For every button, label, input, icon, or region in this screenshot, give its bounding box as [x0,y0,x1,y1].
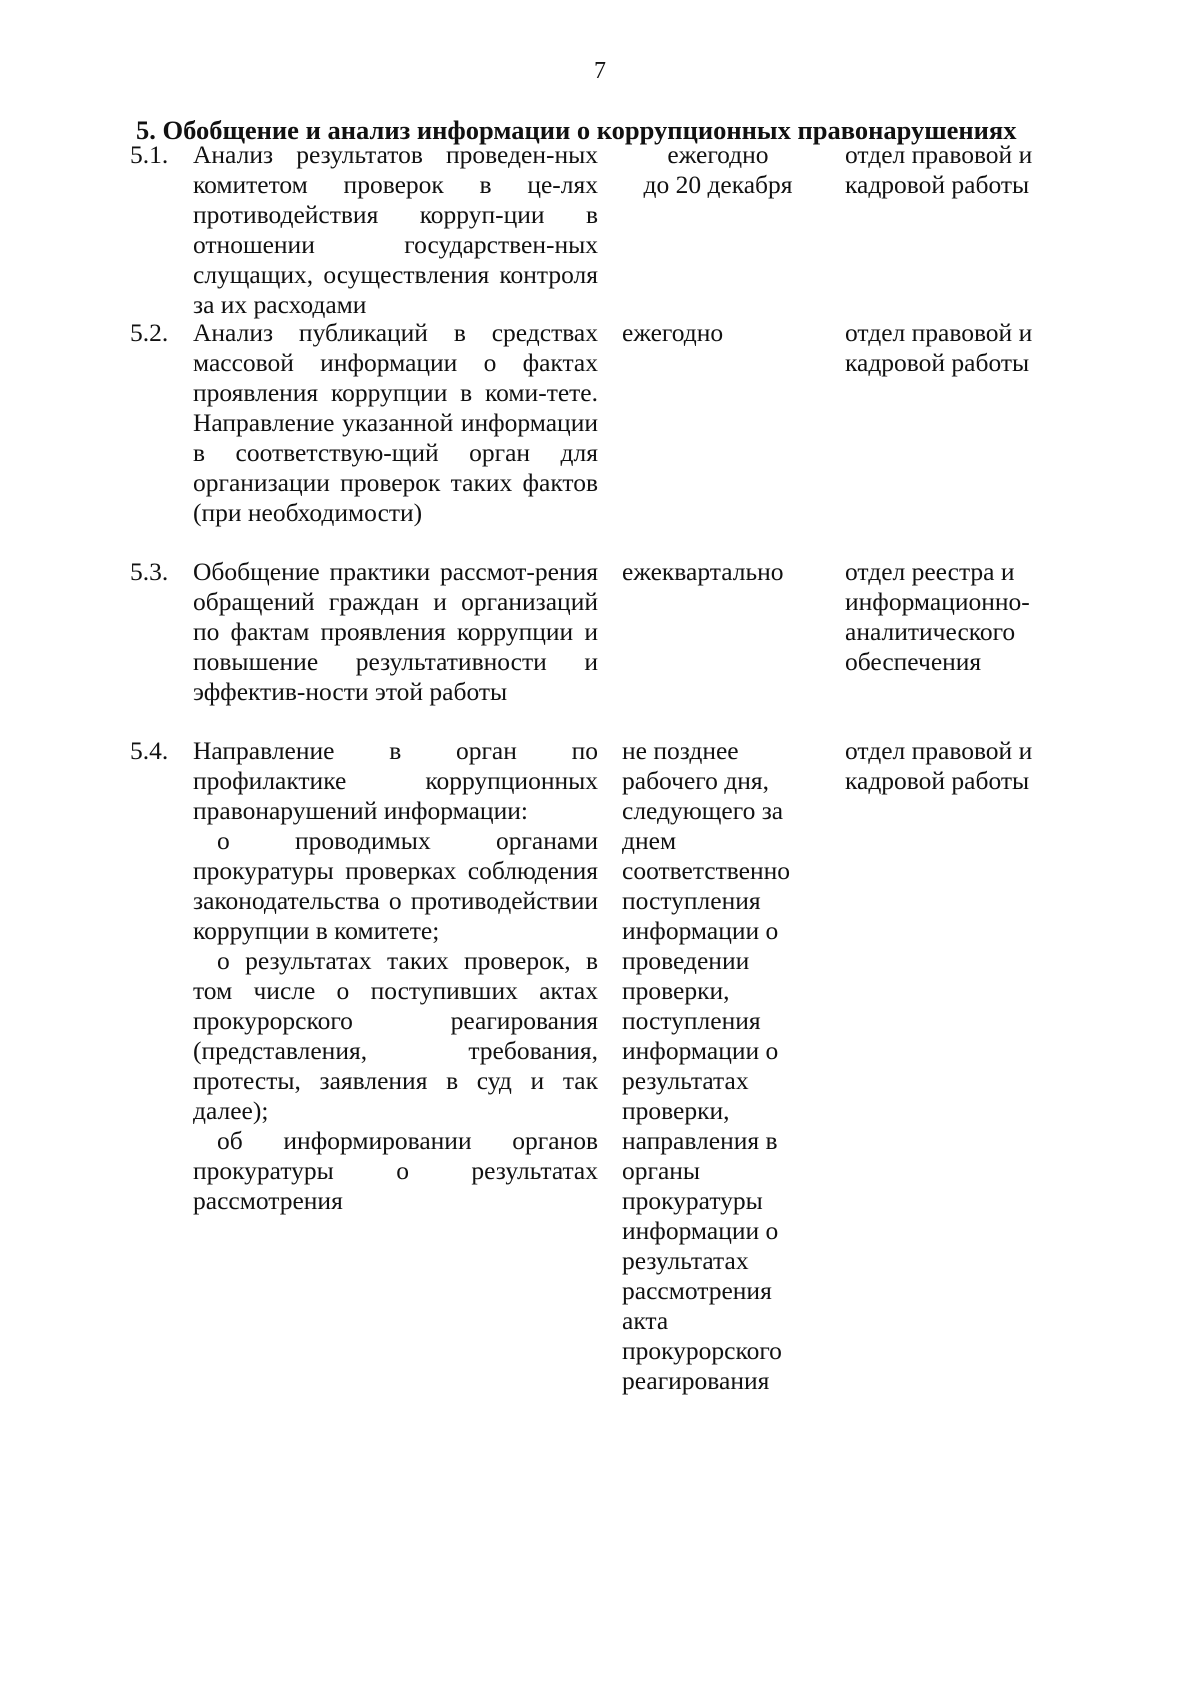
description-point: о проводимых органами прокуратуры проверках соблюдения законодательства о противодействии коррупции в комитете; [193,826,598,945]
deadline-line: соответственно [622,856,791,885]
deadline-line: ежегодно [622,318,724,347]
item-number: 5.1. [130,140,169,169]
deadline-line: проведении [622,946,750,975]
deadline-line: информации о [622,1216,779,1245]
item-description: Обобщение практики рассмот-рения обращений граждан и организаций по фактам проявления коррупции и повышение результативности и эффектив-ности этой работы [193,557,598,706]
responsible-line: обеспечения [845,647,982,676]
responsible-line: отдел реестра и [845,557,1015,586]
deadline-line: результатах [622,1246,749,1275]
page-number: 7 [594,58,606,84]
deadline-line: акта [622,1306,669,1335]
deadline-line: поступления [622,1006,761,1035]
item-number: 5.4. [130,736,169,765]
description-intro: Направление в орган по профилактике коррупционных правонарушений информации: [193,736,598,825]
deadline-line: рассмотрения [622,1276,772,1305]
item-description [193,736,598,1216]
deadline-line: прокурорского [622,1336,782,1365]
responsible-line: отдел правовой и [845,318,1033,347]
description-point: об информировании органов прокуратуры о результатах рассмотрения [193,1126,598,1215]
item-deadline [622,736,822,1396]
responsible-line: отдел правовой и [845,736,1033,765]
responsible-line: аналитического [845,617,1016,646]
item-responsible [845,557,1085,677]
deadline-line: ежегодно [667,140,769,169]
item-responsible [845,140,1085,200]
responsible-line: информационно- [845,587,1030,616]
deadline-line: результатах [622,1066,749,1095]
item-deadline [622,557,822,587]
item-responsible [845,318,1085,378]
item-description: Анализ результатов проведен-ных комитетом проверок в це-лях противодействия корруп-ции в отношении государствен-ных слущащих, осуществления контроля за их расходами [193,140,598,319]
description-point: о результатах таких проверок, в том числе о поступивших актах прокурорского реагирования (представления, требования, протесты, заявления в суд и так далее); [193,946,598,1125]
deadline-line: органы [622,1156,701,1185]
item-responsible [845,736,1085,796]
deadline-line: до 20 декабря [643,170,793,199]
deadline-line: ежеквартально [622,557,784,586]
deadline-line: днем [622,826,677,855]
responsible-line: кадровой работы [845,766,1030,795]
responsible-line: отдел правовой и [845,140,1033,169]
deadline-line: проверки, [622,976,730,1005]
deadline-line: информации о [622,1036,779,1065]
item-number: 5.2. [130,318,169,347]
item-number: 5.3. [130,557,169,586]
deadline-line: прокуратуры [622,1186,763,1215]
deadline-line: поступления [622,886,761,915]
responsible-line: кадровой работы [845,348,1030,377]
item-deadline [622,318,822,348]
deadline-line: реагирования [622,1366,770,1395]
deadline-line: рабочего дня, [622,766,769,795]
deadline-line: не позднее [622,736,739,765]
item-deadline [628,140,808,200]
section-heading: 5. Обобщение и анализ информации о коррупционных правонарушениях [136,115,1017,145]
deadline-line: информации о [622,916,779,945]
item-description: Анализ публикаций в средствах массовой информации о фактах проявления коррупции в коми-тете. Направление указанной информации в соответствую-щий орган для организации проверок таких фактов (при необходимости) [193,318,598,527]
deadline-line: проверки, [622,1096,730,1125]
deadline-line: направления в [622,1126,778,1155]
responsible-line: кадровой работы [845,170,1030,199]
deadline-line: следующего за [622,796,784,825]
